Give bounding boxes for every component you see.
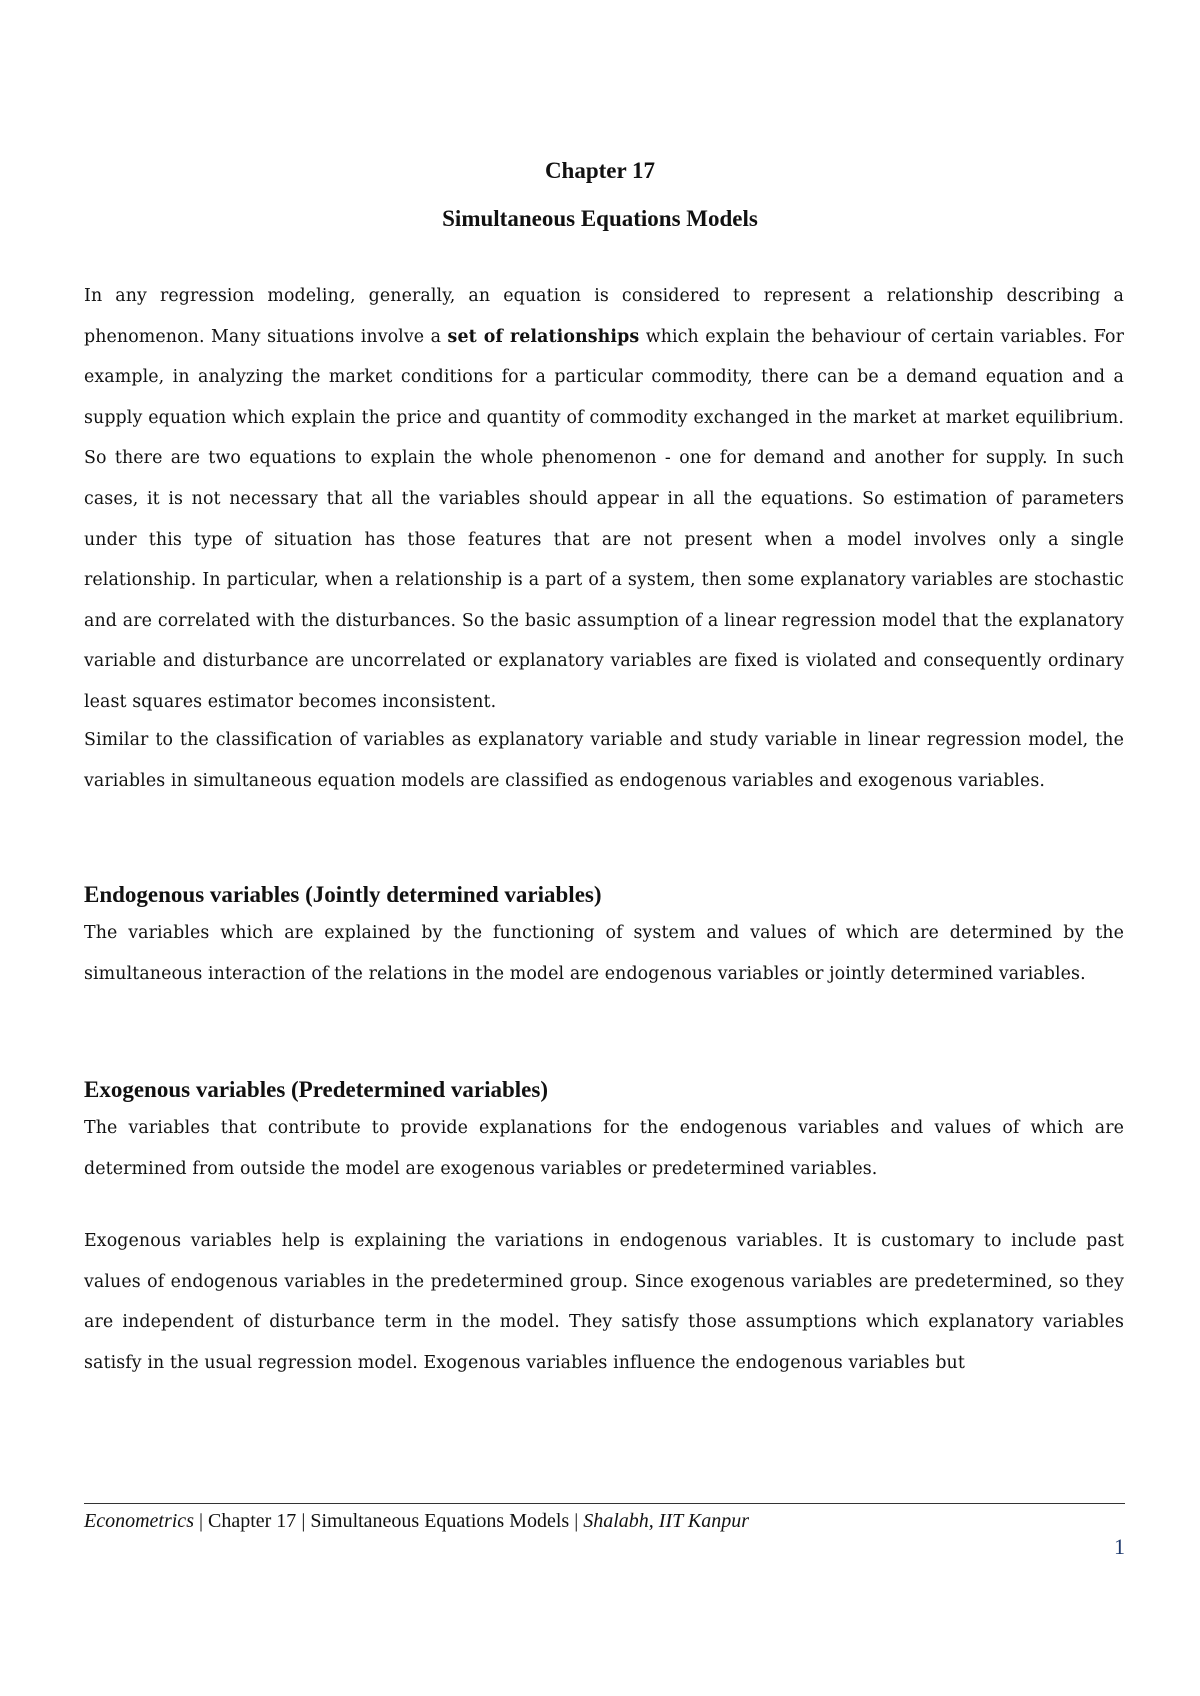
set-of-relationships-emphasis: set of relationships [447,326,640,347]
intro-text-end: which explain the behaviour of certain variables. For example, in analyzing the market conditions for a particular commodity, there can be a demand equation and a supply equation which explain the price and quantity of commodity exchanged in the market at market equilibrium. So there are two equations to explain the whole phenomenon - one for demand and another for supply. In such cases, it is not necessary that all the variables should appear in all the equations. So estimation of parameters under this type of situation has those features that are not present when a model involves only a single relationship. In particular, when a relationship is a part of a system, then some explanatory variables are stochastic and are correlated with the disturbances. So the basic assumption of a linear regression model that the explanatory variable and disturbance are uncorrelated or explanatory variables are fixed is violated and consequently ordinary least squares estimator becomes inconsistent. [84,326,1124,712]
footer-course: Econometrics [84,1510,194,1532]
exogenous-paragraph-2: Exogenous variables help is explaining the variations in endogenous variables. It is customary to include past values of endogenous variables in the predetermined group. Since exogenous variables are predetermined, so they are independent of disturbance term in the model. They satisfy those assumptions which explanatory variables satisfy in the usual regression model. Exogenous variables influence the endogenous variables but [84,1231,1124,1373]
footer-title: Simultaneous Equations Models [310,1510,570,1532]
footer-separator: | [193,1510,208,1532]
exogenous-heading: Exogenous variables (Predetermined variables) [84,1077,548,1102]
endogenous-paragraph: The variables which are explained by the functioning of system and values of which are determined by the simultaneous interaction of the relations in the model are endogenous variables or jointly determined variables. [84,923,1124,984]
page-footer [84,1508,749,1534]
title-block [0,156,1200,234]
chapter-number: Chapter 17 [544,158,656,183]
intro-paragraph-2: Similar to the classification of variables as explanatory variable and study variable in linear regression model, the variables in simultaneous equation models are classified as endogenous variables and exogenous variables. [84,730,1124,791]
footer-chapter: Chapter 17 [208,1510,297,1532]
footer-divider [84,1503,1125,1504]
endogenous-heading: Endogenous variables (Jointly determined variables) [84,882,602,907]
chapter-title: Simultaneous Equations Models [442,206,758,231]
page-number: 1 [1114,1534,1125,1559]
footer-separator: | [569,1510,584,1532]
intro-paragraph-1 [84,276,1124,723]
footer-author: Shalabh, IIT Kanpur [583,1510,749,1532]
intro-text-start: In any regression modeling, generally, an equation is considered to represent a relationship describing a phenomenon. Many situations involve a [84,286,1124,347]
exogenous-paragraph-1: The variables that contribute to provide explanations for the endogenous variables and values of which are determined from outside the model are exogenous variables or predetermined variables. [84,1118,1124,1179]
footer-separator: | [296,1510,311,1532]
